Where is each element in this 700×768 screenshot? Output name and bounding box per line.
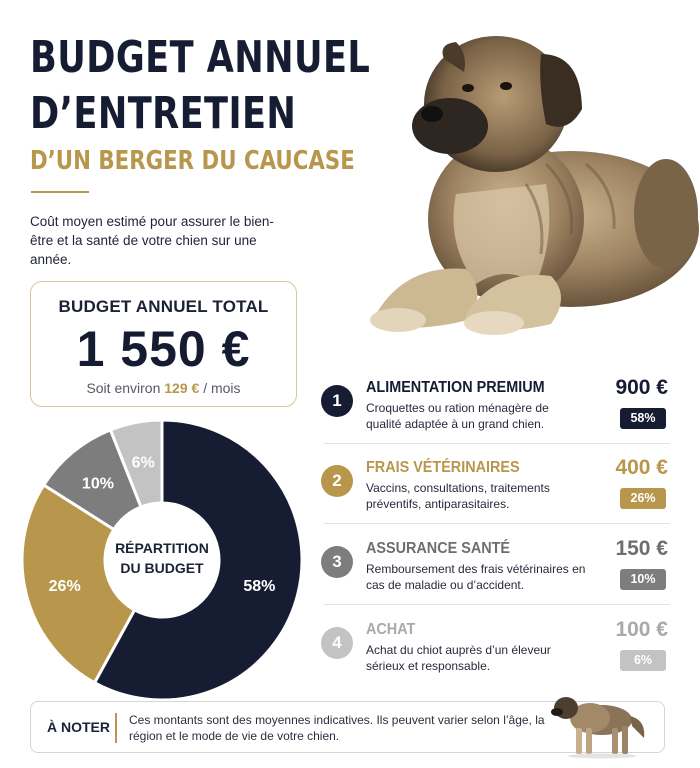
item-number-badge: 4 xyxy=(321,627,353,659)
item-description: Achat du chiot auprès d’un éleveur sérieux et responsable. xyxy=(366,643,551,673)
total-budget-card xyxy=(30,281,297,407)
item-amount: 150 € xyxy=(615,537,668,560)
item-number-badge: 1 xyxy=(321,385,353,417)
item-title: FRAIS VÉTÉRINAIRES xyxy=(366,459,520,476)
item-amount: 900 € xyxy=(615,376,668,399)
title-line-1: BUDGET ANNUEL xyxy=(30,32,371,83)
donut-center-label-2: DU BUDGET xyxy=(120,560,204,576)
item-number-badge: 2 xyxy=(321,465,353,497)
title-divider xyxy=(31,191,89,193)
monthly-budget xyxy=(31,380,296,396)
item-title: ASSURANCE SANTÉ xyxy=(366,540,511,557)
budget-donut-chart xyxy=(14,410,314,710)
item-percent-badge: 58% xyxy=(620,408,666,429)
item-title: ALIMENTATION PREMIUM xyxy=(366,379,545,396)
item-percent-badge: 26% xyxy=(620,488,666,509)
item-title: ACHAT xyxy=(366,621,416,638)
note-divider xyxy=(115,713,117,743)
total-budget-amount: 1 550 € xyxy=(76,321,251,377)
item-amount: 100 € xyxy=(615,618,668,641)
item-description: Croquettes ou ration ménagère de qualité adaptée à un grand chien. xyxy=(366,401,549,431)
monthly-suffix: / mois xyxy=(203,380,241,396)
item-divider xyxy=(324,443,670,444)
item-description: Remboursement des frais vétérinaires en cas de maladie ou d’accident. xyxy=(366,562,586,592)
subtitle: D’UN BERGER DU CAUCASE xyxy=(30,146,355,176)
title-line-2: D’ENTRETIEN xyxy=(30,88,297,139)
donut-slice-label: 10% xyxy=(81,475,114,493)
item-divider xyxy=(324,604,670,605)
budget-item xyxy=(316,370,676,450)
donut-slice-label: 58% xyxy=(243,577,276,595)
donut-center-label-1: RÉPARTITION xyxy=(115,540,209,556)
intro-text: Coût moyen estimé pour assurer le bien-être et la santé de votre chien sur une année. xyxy=(30,214,274,267)
donut-slice-label: 26% xyxy=(48,577,81,595)
note-label: À NOTER xyxy=(47,719,110,735)
budget-item xyxy=(316,612,676,692)
item-number-badge: 3 xyxy=(321,546,353,578)
item-percent-badge: 6% xyxy=(620,650,666,671)
item-percent-badge: 10% xyxy=(620,569,666,590)
total-budget-label: BUDGET ANNUEL TOTAL xyxy=(58,297,269,316)
dog-photo-icon xyxy=(346,14,700,340)
item-amount: 400 € xyxy=(615,456,668,479)
budget-item xyxy=(316,531,676,611)
item-description: Vaccins, consultations, traitements préventifs, antiparasitaires. xyxy=(366,481,550,511)
monthly-value: 129 € xyxy=(164,380,200,396)
small-dog-icon xyxy=(546,686,650,760)
monthly-prefix: Soit environ xyxy=(86,380,161,396)
item-divider xyxy=(324,523,670,524)
budget-item xyxy=(316,450,676,530)
donut-slice-label: 6% xyxy=(131,454,155,472)
note-text: Ces montants sont des moyennes indicatives. Ils peuvent varier selon l’âge, la région et le mode de vie de votre chien. xyxy=(129,713,545,743)
